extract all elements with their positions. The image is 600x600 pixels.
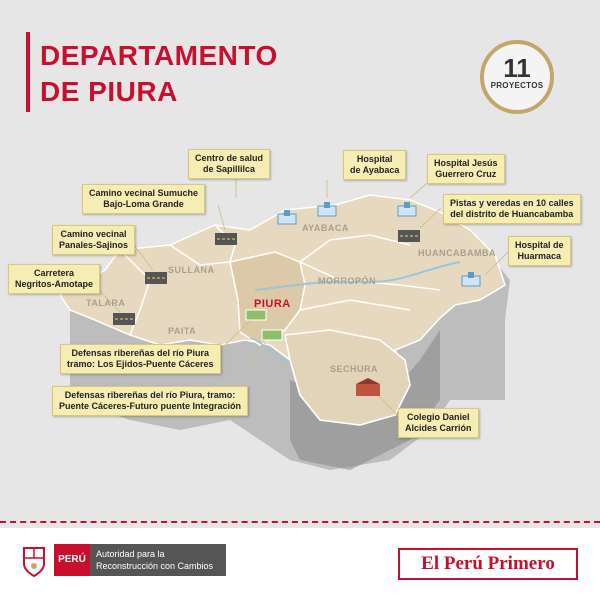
callout-line: Defensas ribereñas del río Piura, tramo: — [64, 390, 236, 400]
footer-divider — [0, 521, 600, 523]
project-callout — [508, 236, 571, 266]
projects-count: 11 — [503, 53, 531, 83]
callout-line: Pistas y veredas en 10 calles — [450, 198, 574, 208]
project-callout — [188, 149, 270, 179]
region-label-sechura: SECHURA — [330, 364, 379, 374]
project-callout — [427, 154, 505, 184]
region-label-paita: PAITA — [168, 326, 197, 336]
region-label-morropon: MORROPÓN — [318, 276, 376, 286]
callout-line: Camino vecinal — [60, 229, 127, 239]
org-line-2: Reconstrucción con Cambios — [96, 561, 214, 571]
callout-line: Bajo-Loma Grande — [103, 199, 184, 209]
footer — [0, 528, 600, 600]
callout-line: Hospital Jesús — [434, 158, 498, 168]
region-label-piura: PIURA — [254, 298, 291, 310]
hospital-icon — [318, 202, 336, 216]
project-callout — [82, 184, 205, 214]
callout-line: del distrito de Huancabamba — [450, 209, 574, 219]
region-label-sullana: SULLANA — [168, 265, 215, 275]
project-callout — [8, 264, 100, 294]
riverbank-icon — [246, 310, 266, 320]
callout-line: de Ayabaca — [350, 165, 400, 175]
project-callout — [52, 386, 248, 416]
region-label-ayabaca: AYABACA — [302, 223, 349, 233]
callout-line: Negritos-Amotape — [15, 279, 94, 289]
coat-of-arms-icon — [20, 544, 48, 578]
project-callout — [398, 408, 479, 438]
project-callout — [443, 194, 581, 224]
org-line-1: Autoridad para la — [96, 549, 165, 559]
road-icon — [113, 313, 135, 325]
riverbank-icon — [262, 330, 282, 340]
title-line-2: DE PIURA — [40, 76, 178, 107]
road-icon — [145, 272, 167, 284]
project-callout — [60, 344, 221, 374]
callout-line: tramo: Los Ejidos-Puente Cáceres — [67, 359, 214, 369]
peru-logo: PERÚ — [54, 544, 90, 576]
callout-line: Alcides Carrión — [405, 423, 472, 433]
region-label-huancabamba: HUANCABAMBA — [418, 248, 496, 258]
callout-line: Puente Cáceres-Futuro puente Integración — [59, 401, 242, 411]
callout-line: Huarmaca — [517, 251, 562, 261]
callout-line: Carretera — [33, 268, 75, 278]
organization-logo — [90, 544, 226, 576]
project-callout — [52, 225, 135, 255]
callout-line: Defensas ribereñas del río Piura — [71, 348, 210, 358]
callout-line: Guerrero Cruz — [435, 169, 497, 179]
callout-line: de Sapillilca — [202, 164, 256, 174]
road-icon — [398, 230, 420, 242]
callout-line: Hospital de — [515, 240, 564, 250]
callout-line: Hospital — [356, 154, 393, 164]
region-label-talara: TALARA — [86, 298, 126, 308]
project-callout — [343, 150, 406, 180]
title-line-1: DEPARTAMENTO — [40, 40, 278, 71]
callout-line: Panales-Sajinos — [59, 240, 129, 250]
projects-label: PROYECTOS — [490, 81, 544, 90]
callout-line: Centro de salud — [195, 153, 264, 163]
callout-line: Camino vecinal Sumuche — [89, 188, 199, 198]
callout-line: Colegio Daniel — [407, 412, 470, 422]
brand-logo: El Perú Primero — [398, 548, 578, 580]
road-icon — [215, 233, 237, 245]
